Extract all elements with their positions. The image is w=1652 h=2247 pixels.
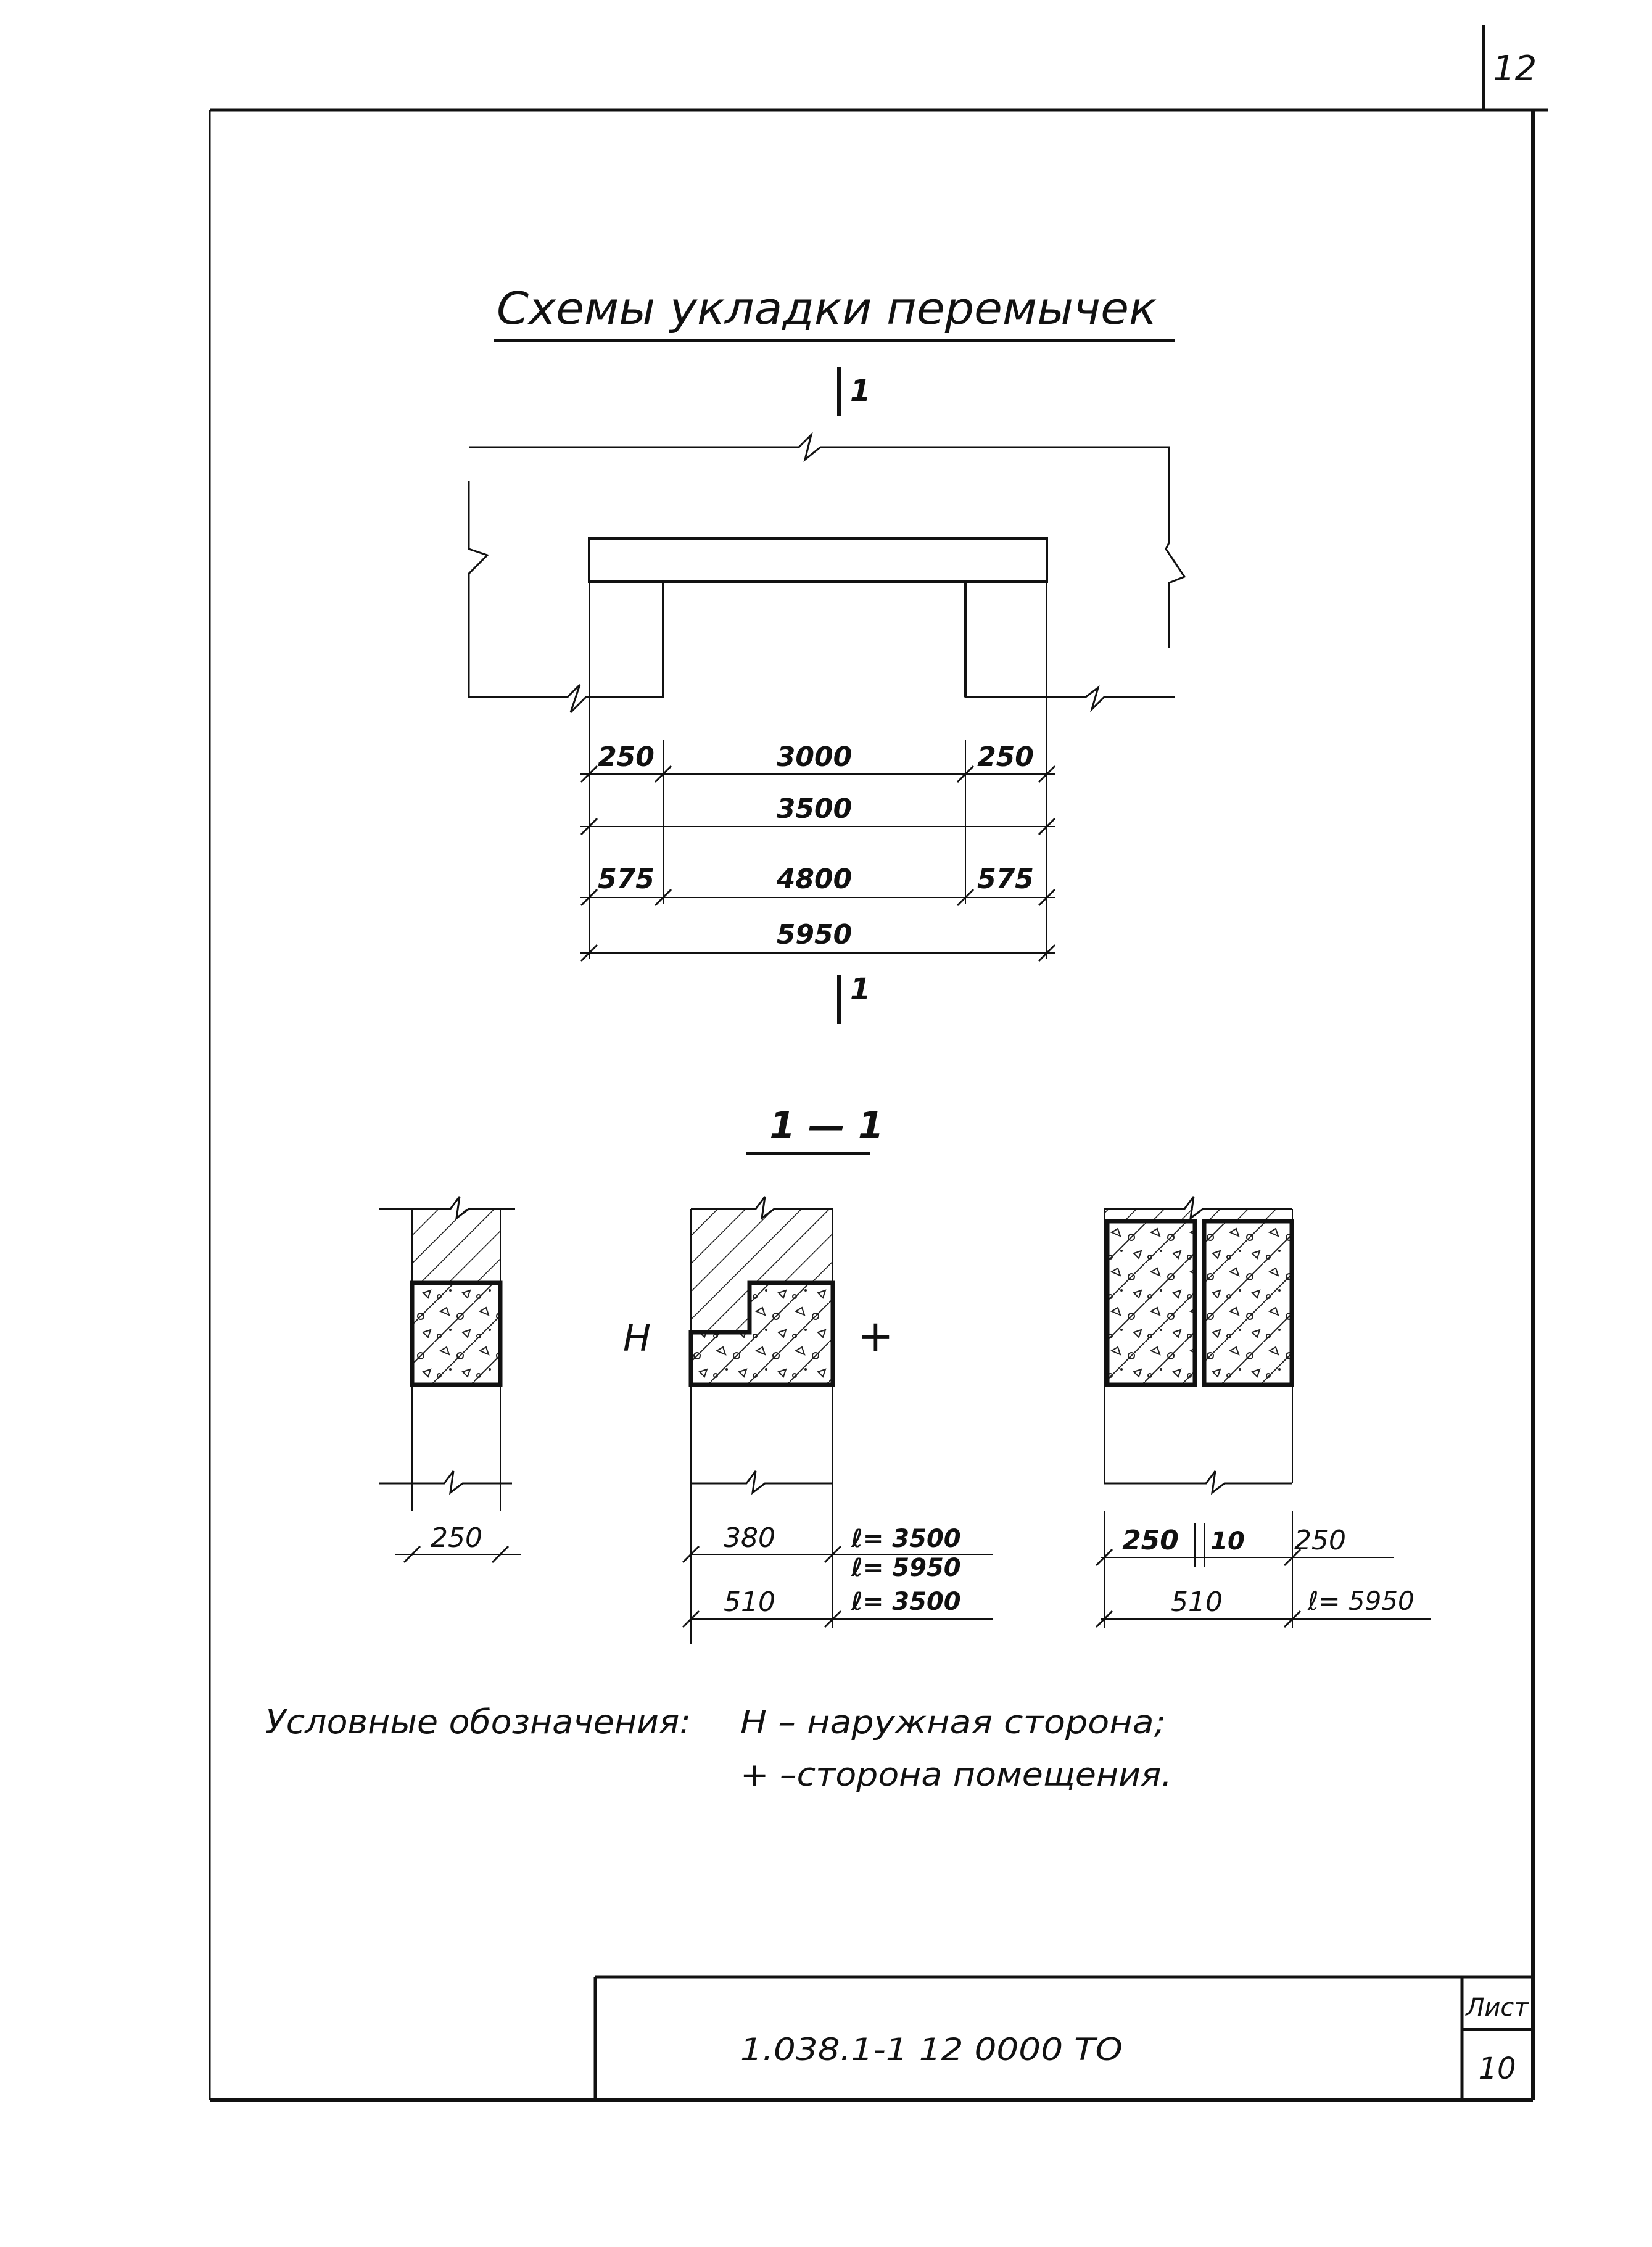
lintel-section-3-right (1204, 1221, 1292, 1385)
plan-view (469, 435, 1184, 961)
section-title: 1 — 1 (769, 1104, 884, 1147)
sheet-label: Лист (1466, 1993, 1529, 2022)
legend-item-room-side: + –сторона помещения. (740, 1757, 1172, 1794)
drawing-title: Схемы укладки перемычек (497, 282, 1157, 334)
plan-dim-row3-middle: 4800 (776, 864, 853, 895)
legend-item-outer-side: Н – наружная сторона; (740, 1704, 1166, 1741)
legend (265, 1702, 1172, 1794)
section2-dim-bottom: 510 (724, 1586, 775, 1618)
plan-dim-row3-right: 575 (977, 864, 1034, 895)
plan-dim-row2: 3500 (776, 793, 853, 825)
plan-dim-row1-middle: 3000 (776, 741, 853, 773)
lintel-section-3-left (1107, 1221, 1195, 1385)
section2-length-3: ℓ= 3500 (851, 1588, 961, 1616)
document-code: 1.038.1-1 12 0000 ТО (740, 2032, 1123, 2068)
section2-length-1: ℓ= 3500 (851, 1525, 961, 1553)
section-mark-top-label: 1 (850, 374, 871, 408)
lintel-beam (589, 538, 1047, 582)
title-block (595, 1977, 1533, 2100)
section-2 (623, 1197, 993, 1644)
room-side-label: + (857, 1311, 894, 1361)
plan-dim-row1-left: 250 (598, 741, 655, 773)
section2-length-2: ℓ= 5950 (851, 1554, 961, 1582)
section3-dim-left: 250 (1122, 1525, 1179, 1556)
section1-dim: 250 (431, 1522, 482, 1554)
plan-dim-row1-right: 250 (977, 741, 1034, 773)
lintel-section-1 (412, 1283, 500, 1385)
outer-side-label: Н (623, 1317, 651, 1360)
section-mark-bottom-label: 1 (850, 972, 871, 1007)
section3-length-note: ℓ= 5950 (1308, 1586, 1415, 1616)
section-1 (379, 1197, 521, 1562)
section2-dim-top: 380 (724, 1522, 775, 1554)
section-3 (1096, 1197, 1431, 1628)
section3-dim-right: 250 (1294, 1525, 1346, 1556)
legend-label: Условные обозначения: (265, 1702, 691, 1741)
sheet-number: 10 (1478, 2051, 1516, 2086)
section3-dim-total: 510 (1171, 1586, 1223, 1618)
section3-dim-gap: 10 (1210, 1527, 1245, 1556)
plan-dim-row3-left: 575 (598, 864, 655, 895)
plan-dim-row4: 5950 (776, 919, 853, 950)
page-number: 12 (1493, 49, 1537, 89)
